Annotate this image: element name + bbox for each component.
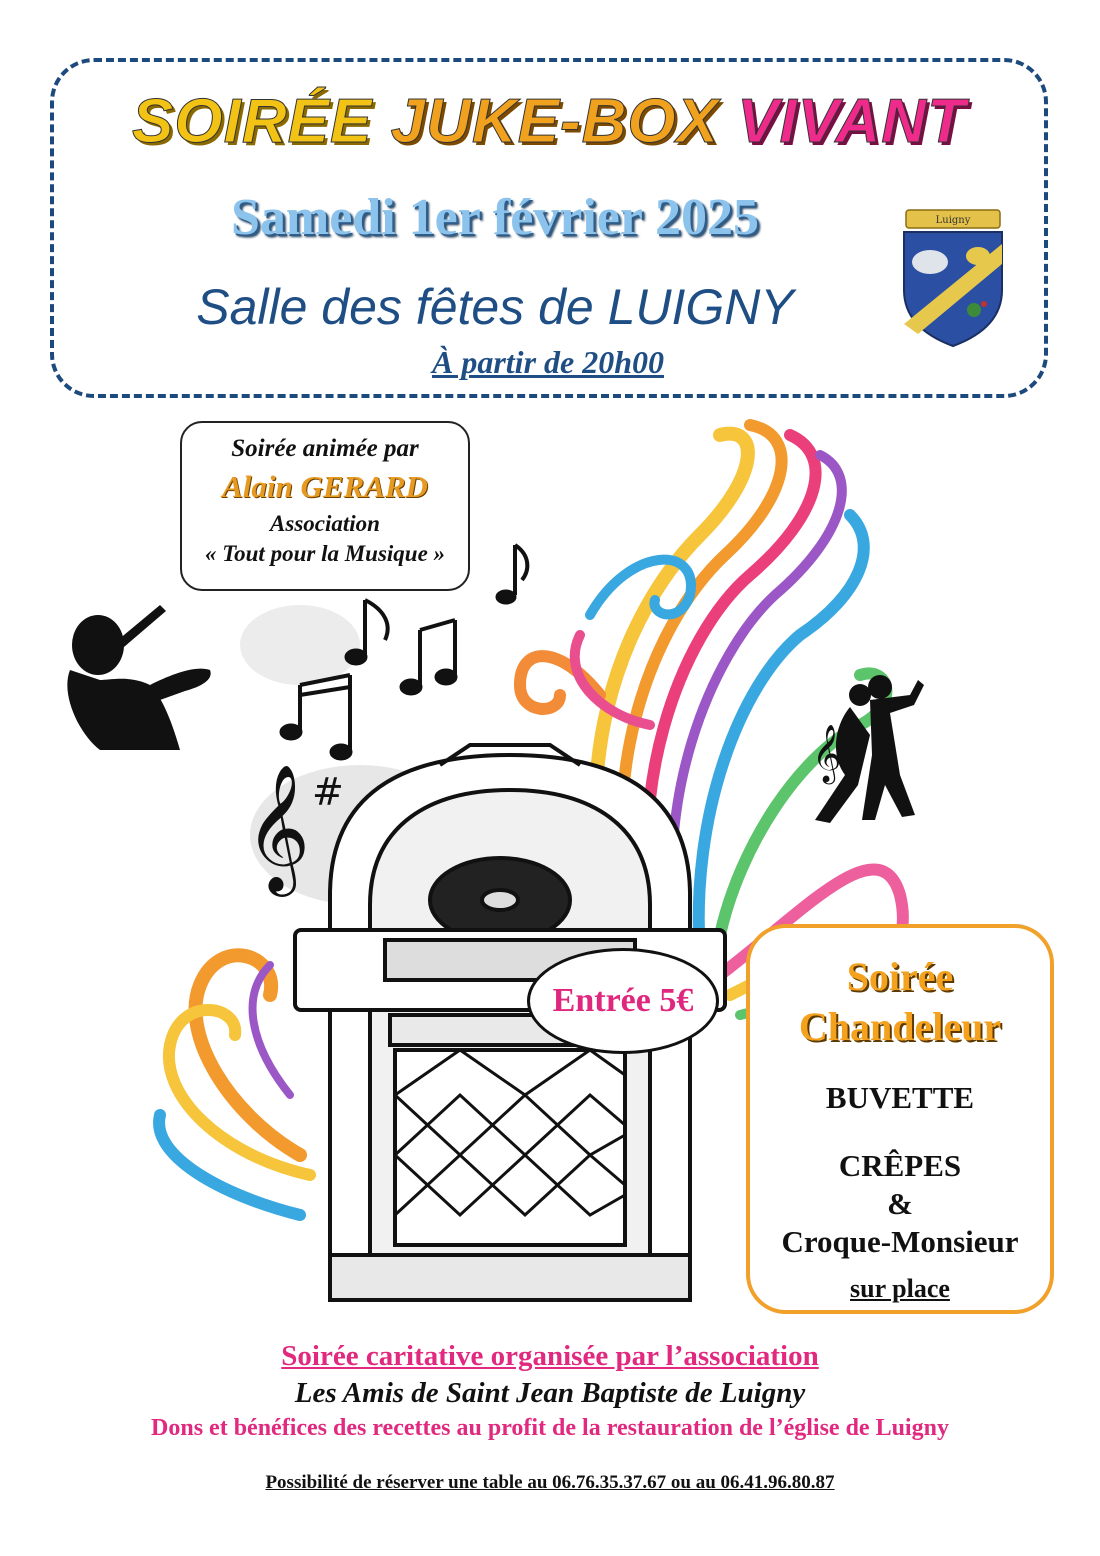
chandeleur-crepes: CRÊPES xyxy=(838,1148,962,1183)
animator-intro: Soirée animée par xyxy=(231,435,419,462)
event-date: Samedi 1er février 2025 xyxy=(230,189,760,246)
chandeleur-on-site: sur place xyxy=(850,1274,950,1303)
dancing-couple-icon xyxy=(812,675,924,823)
chandeleur-title-line1: Soirée xyxy=(846,954,954,999)
event-title xyxy=(50,86,1048,157)
luigny-crest-icon xyxy=(898,206,1008,350)
chandeleur-croque: Croque-Monsieur xyxy=(781,1224,1019,1259)
entry-price-badge: Entrée 5€ xyxy=(527,948,719,1054)
chandeleur-ampersand: & xyxy=(887,1186,913,1221)
charity-purpose: Dons et bénéfices des recettes au profit de la restauration de l’église de Luigny xyxy=(151,1415,949,1441)
singer-silhouette-icon xyxy=(67,605,210,750)
reservation-info: Possibilité de réserver une table au 06.76.35.37.67 ou au 06.41.96.80.87 xyxy=(265,1472,835,1493)
chandeleur-box xyxy=(746,924,1054,1314)
chandeleur-buvette: BUVETTE xyxy=(825,1080,975,1115)
crest-label: Luigny xyxy=(935,215,971,226)
animator-name: Alain GERARD xyxy=(222,469,428,504)
svg-text:𝄞: 𝄞 xyxy=(245,763,311,891)
treble-clef-icon xyxy=(245,763,310,897)
title-word-soiree: SOIRÉE xyxy=(132,87,373,156)
animator-association-label: Association xyxy=(270,511,380,536)
charity-title: Soirée caritative organisée par l’association xyxy=(281,1340,819,1372)
animator-box xyxy=(180,421,470,591)
svg-text:#: # xyxy=(312,770,344,814)
title-word-jukebox: JUKE-BOX xyxy=(390,87,719,156)
event-venue: Salle des fêtes de LUIGNY xyxy=(196,279,794,335)
chandeleur-title-line2: Chandeleur xyxy=(798,1004,1002,1049)
animator-association-name: « Tout pour la Musique » xyxy=(204,541,446,566)
charity-association: Les Amis de Saint Jean Baptiste de Luigny xyxy=(294,1377,806,1409)
event-start-time: À partir de 20h00 xyxy=(431,344,665,380)
svg-text:𝄞: 𝄞 xyxy=(812,724,842,782)
title-word-vivant: VIVANT xyxy=(737,87,966,156)
